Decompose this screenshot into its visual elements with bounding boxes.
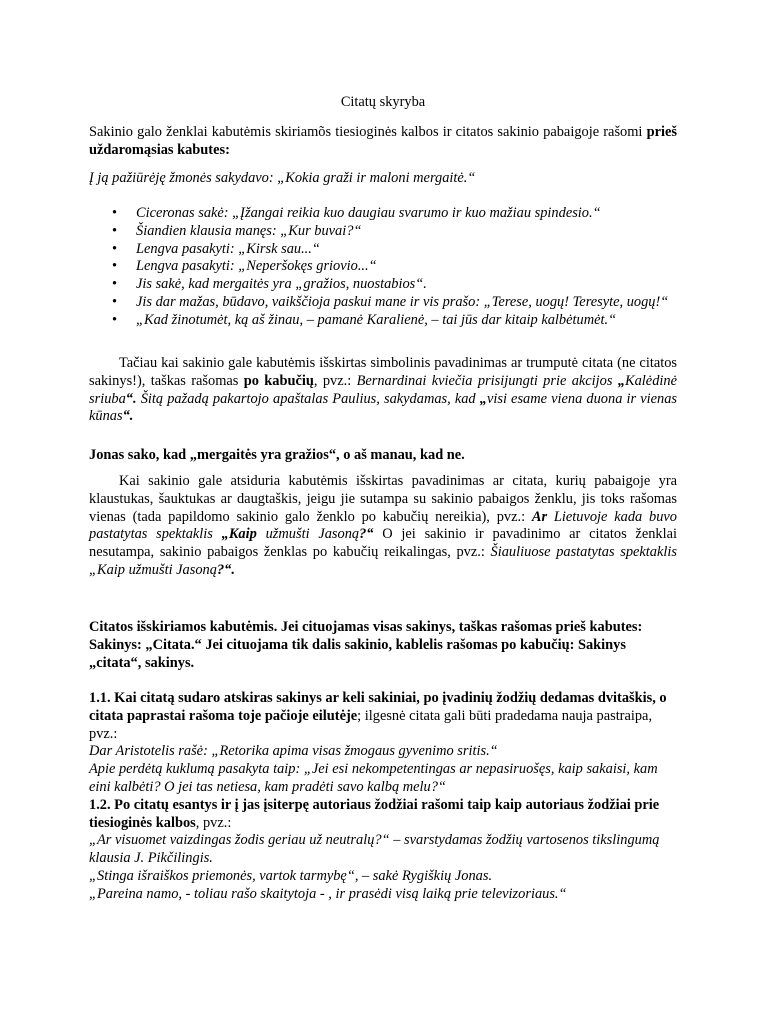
rule-example: [89, 832, 677, 868]
italic-run: užmušti Jasoną: [256, 526, 360, 543]
rule-example: [89, 743, 677, 761]
italic-run: Šitą pažadą pakartojo apaštalas Paulius, sakydamas, kad: [136, 390, 480, 407]
bold-italic-run: ?“.: [216, 561, 235, 578]
example-sentence: [89, 170, 677, 188]
bold-italic-run: “.: [122, 408, 134, 425]
example-text: Į ją pažiūrėję žmonės sakydavo: „Kokia graži ir maloni mergaitė.“: [89, 170, 476, 186]
italic-run: Lietuvoje kada buvo pastatytas spektaklis: [89, 508, 677, 543]
text-run: O jei sakinio ir pavadinimo ar citatos ženklai nesutampa, sakinio pabaigos ženklas po kabučių reikalingas, pvz.:: [89, 526, 677, 561]
intro-text: Sakinio galo ženklai kabutėmis skiriamõs tiesioginės kalbos ir citatos sakinio pabaigoje rašomi: [89, 124, 647, 140]
bold-summary-paragraph: Citatos išskiriamos kabutėmis. Jei cituojamas visas sakinys, taškas rašomas prieš kabutes: Sakinys: „Citata.“ Jei cituojama tik dalis sakinio, kablelis rašomas po kabučių: Sakinys „citata“, sakinys.: [89, 619, 643, 671]
italic-run: Dar Aristotelis rašė: „Retorika apima visas žmogaus gyvenimo sritis.“: [89, 743, 498, 760]
bold-example-sentence: Jonas sako, kad „mergaitės yra gražios“, o aš manau, kad ne.: [89, 447, 465, 463]
list-item-text: Ciceronas sakė: „Įžangai reikia kuo daugiau svarumo ir kuo mažiau spindesio.“: [136, 205, 601, 221]
list-item-text: Lengva pasakyti: „Neperšokęs griovio...“: [136, 258, 377, 275]
list-item: [89, 241, 677, 259]
list-item: [89, 276, 677, 294]
italic-run: „Pareina namo, - toliau rašo skaitytoja - , ir prasėdi visą laiką prie televizoriaus.“: [89, 885, 567, 902]
page-title: Citatų skyryba: [340, 94, 426, 110]
text-run: , pvz.:: [195, 814, 232, 831]
intro-bold: prieš uždaromąsias kabutes:: [89, 124, 677, 158]
italic-run: Apie perdėtą kuklumą pasakyta taip: „Jei esi nekompetentingas ar nepasiruošęs, kaip sakaisi, kam eini kalbėti? O jei tas netiesa, kam pradėti savo kalbą melu?“: [89, 761, 658, 795]
rule-heading: 1.1. Kai citatą sudaro atskiras sakinys ar keli sakiniai, po įvadinių žodžių dedamas dvitaškis, o citata paprastai rašoma toje pačioje eilutėje: [89, 690, 667, 724]
rules-section: [89, 690, 677, 904]
paragraph-symbolic-title: [89, 355, 677, 426]
italic-run: „Stinga išraiškos priemonės, vartok tarmybę“, – sakė Rygiškių Jonas.: [89, 867, 493, 884]
bold-italic-run: „Kaip: [221, 526, 257, 543]
list-item: [89, 205, 677, 223]
text-run: Kai sakinio gale atsiduria kabutėmis išskirtas pavadinimas ar citata, kurių pabaigoje yra klaustukas, šauktukas ar daugtaškis, jeigu jie sutampa su sakinio pabaigos ženklu, jis toks rašomas vienas (tada papildomo sakinio galo ženklo po kabučių nereikia), pvz.:: [89, 473, 677, 525]
list-item-text: Jis dar mažas, būdavo, vaikščioja paskui mane ir vis prašo: „Terese, uogų! Teresyte, uogų!“: [136, 293, 669, 310]
rule-example: [89, 868, 677, 886]
text-run: Tačiau kai sakinio gale kabutėmis išskirtas simbolinis pavadinimas ar trumputė citata (ne citatos sakinys!), taškas rašomas: [89, 355, 677, 389]
paragraph-question-marks: [89, 473, 677, 580]
bold-italic-run: „: [479, 390, 487, 407]
list-item: [89, 312, 677, 330]
text-run: ; ilgesnė citata gali būti pradedama nauja pastraipa, pvz.:: [89, 707, 653, 742]
bold-italic-run: “.: [125, 390, 137, 407]
bold-italic-run: ?“: [359, 526, 374, 543]
list-item-text: Jis sakė, kad mergaitės yra „gražios, nuostabios“.: [136, 276, 427, 293]
italic-run: Bernardinai kviečia prisijungti prie akcijos: [356, 372, 618, 389]
list-item-text: Šiandien klausia manęs: „Kur buvai?“: [136, 222, 362, 239]
list-item: [89, 223, 677, 241]
list-item-text: „Kad žinotumėt, ką aš žinau, – pamanė Karalienė, – tai jūs dar kitaip kalbėtumėt.“: [136, 311, 617, 328]
italic-run: visi esame viena duona ir vienas kūnas: [89, 390, 677, 425]
text-run: , pvz.:: [313, 372, 357, 389]
list-item: [89, 294, 677, 312]
bold-run: po kabučių: [243, 372, 314, 389]
list-item: [89, 258, 677, 276]
rule-example: [89, 886, 677, 904]
italic-run: „Ar visuomet vaizdingas žodis geriau už neutralų?“ – svarstydamas žodžių vartosenos tikslingumą klausia J. Pikčilingis.: [89, 832, 660, 867]
examples-list: [89, 205, 677, 330]
list-item-text: Lengva pasakyti: „Kirsk sau...“: [136, 240, 320, 257]
rule-example: [89, 761, 677, 797]
italic-run: Kalėdinė sriuba: [89, 372, 677, 407]
italic-run: Šiauliuose pastatytas spektaklis „Kaip užmušti Jasoną: [89, 544, 677, 578]
rule-1-2: [89, 797, 677, 833]
intro-paragraph: [89, 124, 677, 160]
rule-heading: 1.2. Po citatų esantys ir į jas įsiterpę autoriaus žodžiai rašomi taip kaip autoriaus žodžiai prie tiesioginės kalbos: [89, 796, 660, 831]
rule-1-1: [89, 690, 677, 743]
bold-italic-run: Ar: [531, 508, 548, 525]
bold-italic-run: „: [617, 372, 626, 389]
